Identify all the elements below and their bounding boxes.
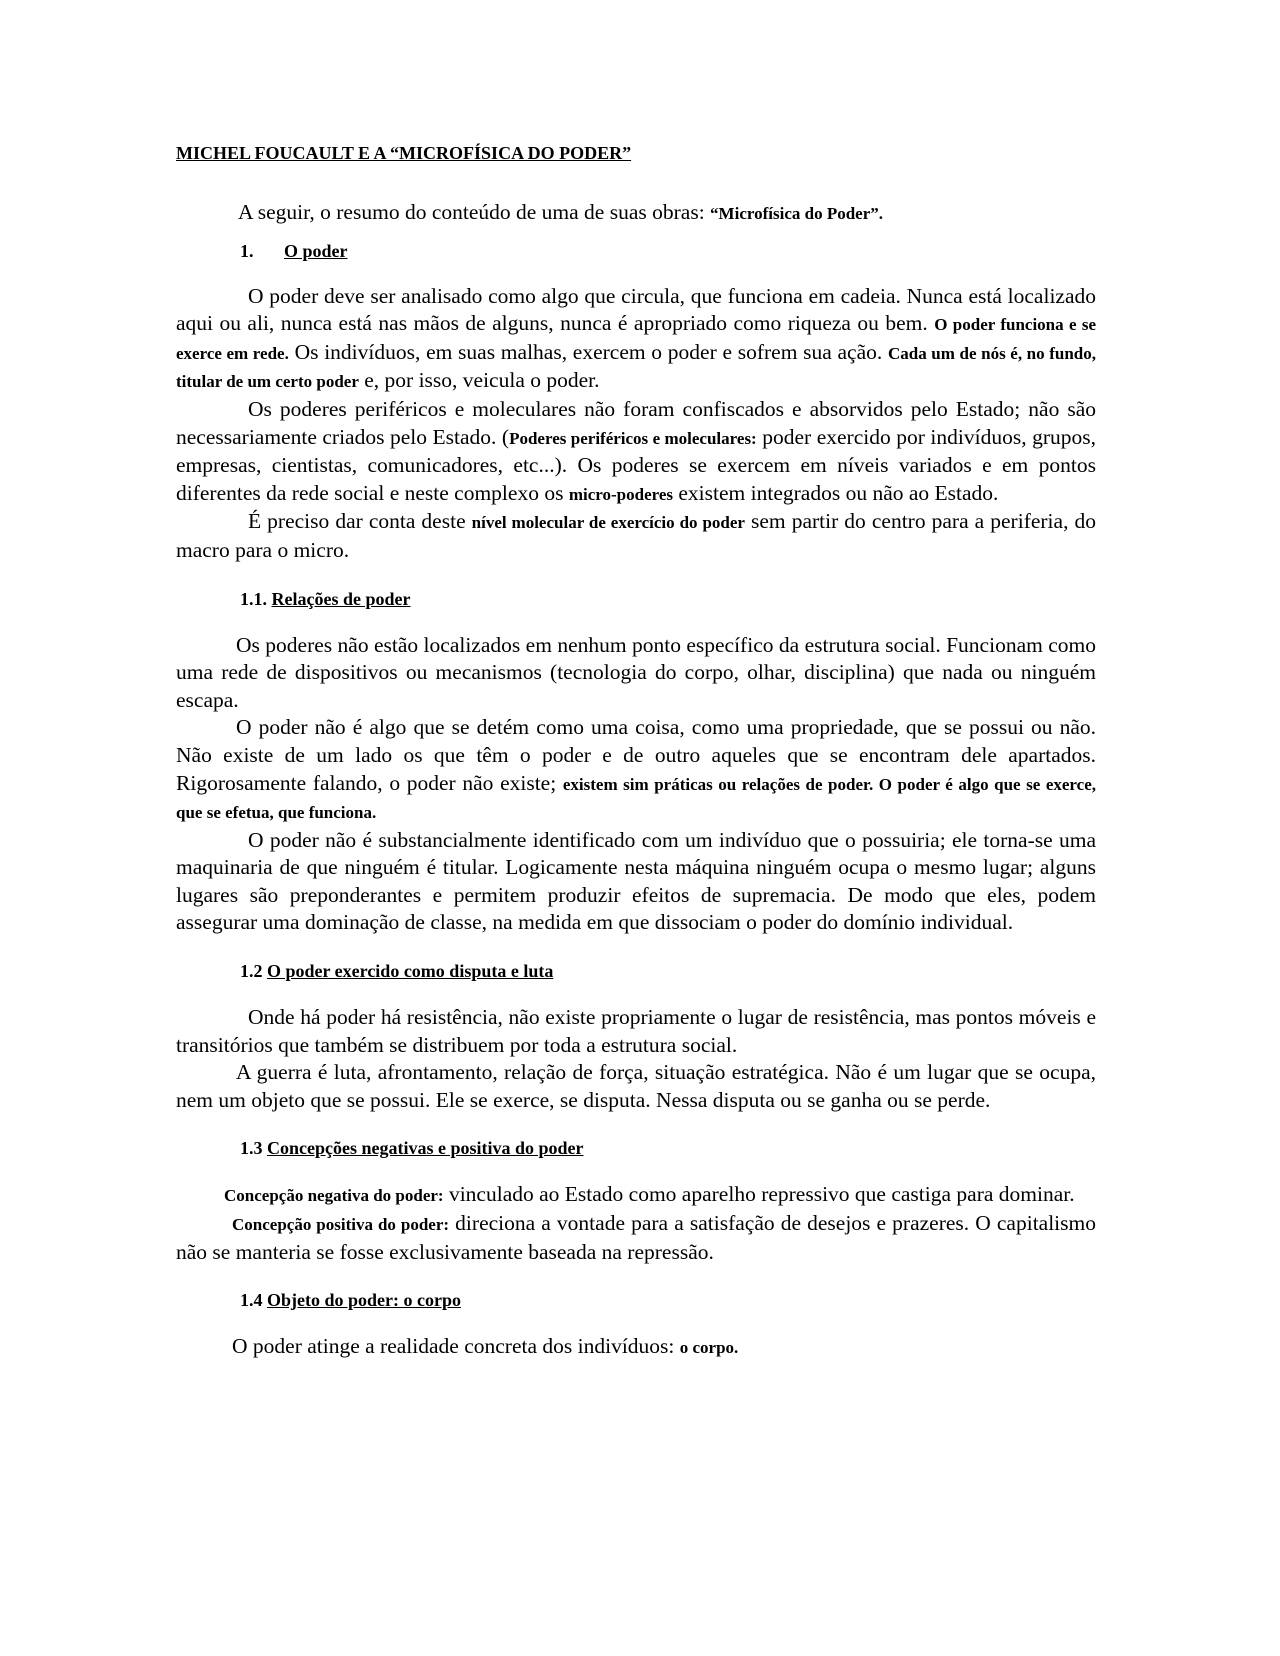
section-1-2-paragraph-2: A guerra é luta, afrontamento, relação de força, situação estratégica. Não é um lugar que se ocupa, nem um objeto que se possui. Ele se exerce, se disputa. Nessa disputa ou se ganha ou se perde. (176, 1060, 1096, 1112)
intro-book-title: “Microfísica do Poder”. (710, 204, 884, 223)
section-1-heading (176, 239, 1096, 263)
bold-run: nível molecular de exercício do poder (471, 513, 745, 533)
section-1-3-paragraph-2 (176, 1210, 1096, 1266)
section-1-paragraph-1 (176, 283, 1096, 396)
bold-run: Poderes periféricos e moleculares: (509, 428, 757, 448)
bold-run: micro-poderes (568, 484, 674, 504)
intro-paragraph (176, 199, 1096, 228)
text-run: O poder deve ser analisado como algo que circula, que funciona em cadeia. Nunca está localizado aqui ou ali, nunca está nas mãos de alguns, nunca é apropriado como riqueza ou bem. (176, 283, 1096, 336)
section-1-3-paragraph-1 (176, 1181, 1096, 1210)
section-1-4-number: 1.4 (240, 1290, 263, 1311)
text-run: vinculado ao Estado como aparelho repressivo que castiga para dominar. (443, 1182, 1075, 1207)
text-run: O poder não é algo que se detém como uma coisa, como uma propriedade, que se possui ou não. Não existe de um lado os que têm o poder e de outro aqueles que se encontram dele apartados. Rigorosamente falando, o poder não existe; (176, 715, 1096, 795)
section-1-paragraph-2 (176, 396, 1096, 508)
section-1-3-number: 1.3 (240, 1138, 263, 1159)
bold-run: Cada um de nós é, no fundo, titular de um certo poder (176, 343, 1096, 392)
text-run: poder exercido por indivíduos, grupos, empresas, cientistas, comunicadores, etc...). Os poderes se exercem em níveis variados e em pontos diferentes da rede social e neste complexo os (176, 424, 1097, 505)
section-1-1-number: 1.1. (240, 588, 267, 609)
intro-text: A seguir, o resumo do conteúdo de uma de suas obras: (238, 200, 711, 224)
document-title: MICHEL FOUCAULT E A “MICROFÍSICA DO PODER” (176, 143, 632, 163)
text-run: direciona a vontade para a satisfação de desejos e prazeres. O capitalismo não se manteria se fosse exclusivamente baseada na repressão. (176, 1211, 1096, 1264)
text-run: Os indivíduos, em suas malhas, exercem o poder e sofrem sua ação. (288, 339, 888, 364)
section-1-paragraph-3 (176, 508, 1096, 564)
text-run: e, por isso, veicula o poder. (358, 368, 600, 393)
bold-run: Concepção positiva do poder: (232, 1215, 450, 1235)
bold-run: o corpo. (679, 1338, 739, 1358)
section-1-1-paragraph-3: O poder não é substancialmente identificado com um indivíduo que o possuiria; ele torna-se uma maquinaria de que ninguém é titular. Logicamente nesta máquina ninguém ocupa o mesmo lugar; alguns lugares são preponderantes e permitem produzir efeitos de supremacia. De modo que eles, podem assegurar uma dominação de classe, na medida em que dissociam o poder do domínio individual. (176, 827, 1096, 935)
section-1-number: 1. (240, 240, 254, 261)
text-run: sem partir do centro para a periferia, do macro para o micro. (176, 509, 1096, 562)
section-1-1-heading (176, 587, 1096, 611)
section-1-4-heading (176, 1288, 1096, 1312)
section-1-4-paragraph-1 (176, 1333, 1096, 1362)
section-1-3-title: Concepções negativas e positiva do poder (267, 1138, 584, 1159)
section-1-2-number: 1.2 (240, 961, 263, 982)
section-1-2-heading (176, 959, 1096, 983)
bold-run: existem sim práticas ou relações de poder. O poder é algo que se exerce, que se efetua, que funciona. (176, 774, 1096, 823)
section-1-title: O poder (284, 240, 348, 261)
bold-run: Concepção negativa do poder: (224, 1186, 444, 1206)
section-1-1-paragraph-1: Os poderes não estão localizados em nenhum ponto específico da estrutura social. Funcionam como uma rede de dispositivos ou mecanismos (tecnologia do corpo, olhar, disciplina) que nada ou ninguém escapa. (176, 632, 1096, 712)
section-1-1-paragraph-2 (176, 714, 1096, 826)
document-body (176, 141, 1096, 1362)
text-run: É preciso dar conta deste (248, 509, 472, 534)
text-run: O poder atinge a realidade concreta dos indivíduos: (232, 1334, 680, 1359)
section-1-3-heading (176, 1136, 1096, 1160)
section-1-4-title: Objeto do poder: o corpo (267, 1290, 461, 1311)
text-run: existem integrados ou não ao Estado. (673, 480, 999, 505)
section-1-1-title: Relações de poder (271, 588, 411, 609)
text-run: Os poderes periféricos e moleculares não foram confiscados e absorvidos pelo Estado; não são necessariamente criados pelo Estado. ( (176, 396, 1096, 449)
bold-run: O poder funciona e se exerce em rede. (176, 315, 1096, 363)
section-1-2-paragraph-1: Onde há poder há resistência, não existe propriamente o lugar de resistência, mas pontos móveis e transitórios que também se distribuem por toda a estrutura social. (176, 1005, 1096, 1057)
section-1-2-title: O poder exercido como disputa e luta (267, 961, 554, 982)
